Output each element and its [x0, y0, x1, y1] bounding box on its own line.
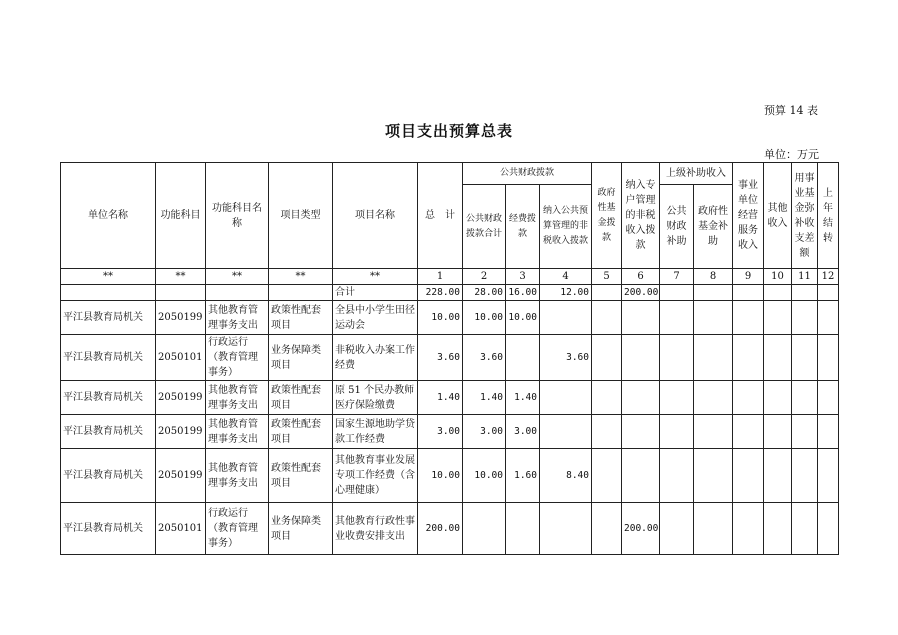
func-subject-name-cell: 其他教育管理事务支出 [206, 415, 269, 449]
amount-cell: 3.00 [506, 415, 540, 449]
amount-cell: 3.60 [463, 335, 506, 381]
col-header-func-subject-name: 功能科目名称 [206, 163, 269, 269]
amount-cell: 1.40 [463, 381, 506, 415]
project-name-cell: 原 51 个民办教师医疗保险缴费 [333, 381, 418, 415]
amount-cell: 10.00 [418, 301, 463, 335]
func-subject-name-cell: 其他教育管理事务支出 [206, 381, 269, 415]
amount-cell [792, 503, 818, 555]
amount-cell [818, 449, 839, 503]
project-name-cell: 其他教育事业发展专项工作经费（含心理健康） [333, 449, 418, 503]
amount-cell [764, 381, 792, 415]
page-title: 项目支出预算总表 [384, 122, 513, 140]
project-type-cell: 业务保障类项目 [269, 335, 333, 381]
amount-cell [540, 503, 592, 555]
amount-cell: 1.40 [418, 381, 463, 415]
unit-name-cell: 平江县教育局机关 [61, 301, 156, 335]
index-cell: ** [156, 269, 206, 285]
project-type-cell: 业务保障类项目 [269, 503, 333, 555]
col-header-fund-gap: 用事业基金弥补收支差额 [792, 163, 818, 269]
index-cell: ** [206, 269, 269, 285]
index-cell: 1 [418, 269, 463, 285]
func-subject-name-cell: 行政运行（教育管理事务） [206, 335, 269, 381]
func-subject-cell: 2050101 [156, 503, 206, 555]
amount-cell [660, 301, 694, 335]
amount-cell [622, 335, 660, 381]
amount-cell [694, 449, 733, 503]
col-header-pf-nontax: 纳入公共预算管理的非税收入拨款 [540, 185, 592, 269]
col-header-special-nontax: 纳入专户管理的非税收入拨款 [622, 163, 660, 269]
amount-cell [792, 285, 818, 301]
col-header-superior-subsidy: 上级补助收入 [660, 163, 733, 185]
amount-cell [818, 381, 839, 415]
table-row [61, 335, 839, 381]
amount-cell [764, 503, 792, 555]
amount-cell: 200.00 [418, 503, 463, 555]
project-type-cell: 政策性配套项目 [269, 381, 333, 415]
func-subject-cell: 2050199 [156, 301, 206, 335]
amount-cell: 1.60 [506, 449, 540, 503]
amount-cell [818, 285, 839, 301]
amount-cell: 28.00 [463, 285, 506, 301]
data-rows [61, 301, 839, 555]
col-header-gov-fund: 政府性基金拨款 [592, 163, 622, 269]
index-cell: ** [61, 269, 156, 285]
amount-cell [506, 503, 540, 555]
amount-cell [540, 301, 592, 335]
amount-cell [660, 335, 694, 381]
amount-cell [818, 335, 839, 381]
table-row [61, 503, 839, 555]
amount-cell: 10.00 [463, 449, 506, 503]
amount-cell: 1.40 [506, 381, 540, 415]
index-cell: 6 [622, 269, 660, 285]
project-name-cell: 其他教育行政性事业收费安排支出 [333, 503, 418, 555]
amount-cell [733, 335, 764, 381]
amount-cell [694, 503, 733, 555]
unit-name-cell: 平江县教育局机关 [61, 503, 156, 555]
project-type-cell: 政策性配套项目 [269, 415, 333, 449]
amount-cell: 16.00 [506, 285, 540, 301]
col-header-other-income: 其他收入 [764, 163, 792, 269]
amount-cell [792, 301, 818, 335]
func-subject-name-cell: 其他教育管理事务支出 [206, 301, 269, 335]
func-subject-cell: 2050101 [156, 335, 206, 381]
amount-cell [660, 449, 694, 503]
amount-cell [694, 301, 733, 335]
amount-cell: 200.00 [622, 285, 660, 301]
total-row [61, 285, 839, 301]
amount-cell [733, 415, 764, 449]
index-cell: 12 [818, 269, 839, 285]
amount-cell: 10.00 [418, 449, 463, 503]
amount-cell [592, 285, 622, 301]
table-row [61, 301, 839, 335]
index-cell: 11 [792, 269, 818, 285]
col-header-business-income: 事业单位经营服务收入 [733, 163, 764, 269]
amount-cell [540, 381, 592, 415]
col-header-sup-public: 公共财政补助 [660, 185, 694, 269]
project-name-cell: 非税收入办案工作经费 [333, 335, 418, 381]
index-cell: ** [269, 269, 333, 285]
amount-cell [733, 285, 764, 301]
index-cell: 10 [764, 269, 792, 285]
amount-cell [792, 381, 818, 415]
amount-cell [733, 381, 764, 415]
func-subject-name-cell: 行政运行（教育管理事务） [206, 503, 269, 555]
table-row [61, 381, 839, 415]
unit-name-cell: 平江县教育局机关 [61, 381, 156, 415]
project-budget-table [60, 162, 839, 555]
amount-cell: 10.00 [463, 301, 506, 335]
amount-cell [622, 449, 660, 503]
amount-cell [733, 301, 764, 335]
amount-cell: 3.00 [418, 415, 463, 449]
amount-cell [592, 503, 622, 555]
form-number: 预算 14 表 [764, 104, 818, 117]
amount-cell [660, 381, 694, 415]
index-row [61, 269, 839, 285]
func-subject-name-cell: 其他教育管理事务支出 [206, 449, 269, 503]
amount-cell [463, 503, 506, 555]
amount-cell: 10.00 [506, 301, 540, 335]
col-header-carryover: 上年结转 [818, 163, 839, 269]
amount-cell [764, 415, 792, 449]
table-row [61, 449, 839, 503]
amount-cell [660, 503, 694, 555]
index-cell: ** [333, 269, 418, 285]
amount-cell: 3.00 [463, 415, 506, 449]
project-type-cell: 政策性配套项目 [269, 449, 333, 503]
col-header-pf-funding: 经费拨款 [506, 185, 540, 269]
amount-cell [764, 301, 792, 335]
amount-cell [764, 449, 792, 503]
col-header-public-finance: 公共财政拨款 [463, 163, 592, 185]
amount-cell [694, 415, 733, 449]
amount-cell: 12.00 [540, 285, 592, 301]
col-header-project-name: 项目名称 [333, 163, 418, 269]
amount-cell [592, 335, 622, 381]
amount-cell [540, 415, 592, 449]
col-header-pf-total: 公共财政拨款合计 [463, 185, 506, 269]
col-header-sup-gov-fund: 政府性基金补助 [694, 185, 733, 269]
amount-cell [792, 415, 818, 449]
amount-cell [622, 415, 660, 449]
index-cell: 8 [694, 269, 733, 285]
amount-cell [764, 285, 792, 301]
amount-cell [792, 335, 818, 381]
project-name-cell: 全县中小学生田径运动会 [333, 301, 418, 335]
amount-cell: 228.00 [418, 285, 463, 301]
func-subject-cell: 2050199 [156, 381, 206, 415]
amount-cell: 3.60 [418, 335, 463, 381]
amount-cell [694, 381, 733, 415]
amount-cell [622, 301, 660, 335]
func-subject-cell: 2050199 [156, 415, 206, 449]
index-cell: 4 [540, 269, 592, 285]
unit-name-cell: 平江县教育局机关 [61, 335, 156, 381]
amount-cell [818, 301, 839, 335]
amount-cell [818, 415, 839, 449]
amount-cell [660, 285, 694, 301]
col-header-project-type: 项目类型 [269, 163, 333, 269]
unit-name-cell: 平江县教育局机关 [61, 415, 156, 449]
amount-cell [660, 415, 694, 449]
amount-cell [592, 415, 622, 449]
unit-name-cell: 平江县教育局机关 [61, 449, 156, 503]
index-cell: 7 [660, 269, 694, 285]
index-cell: 5 [592, 269, 622, 285]
index-cell: 9 [733, 269, 764, 285]
project-name-cell: 国家生源地助学贷款工作经费 [333, 415, 418, 449]
amount-cell [506, 335, 540, 381]
col-header-unit-name: 单位名称 [61, 163, 156, 269]
amount-cell [733, 503, 764, 555]
amount-cell [818, 503, 839, 555]
amount-cell [622, 381, 660, 415]
amount-cell [792, 449, 818, 503]
amount-cell [733, 449, 764, 503]
amount-cell [694, 335, 733, 381]
amount-cell [764, 335, 792, 381]
amount-cell: 3.60 [540, 335, 592, 381]
index-cell: 2 [463, 269, 506, 285]
table-row [61, 415, 839, 449]
func-subject-cell: 2050199 [156, 449, 206, 503]
amount-cell: 8.40 [540, 449, 592, 503]
amount-cell [592, 381, 622, 415]
total-label: 合计 [333, 285, 418, 301]
col-header-total: 总 计 [418, 163, 463, 269]
unit-label: 单位：万元 [764, 148, 819, 161]
index-cell: 3 [506, 269, 540, 285]
amount-cell [694, 285, 733, 301]
col-header-func-subject: 功能科目 [156, 163, 206, 269]
amount-cell [592, 301, 622, 335]
amount-cell: 200.00 [622, 503, 660, 555]
project-type-cell: 政策性配套项目 [269, 301, 333, 335]
amount-cell [592, 449, 622, 503]
